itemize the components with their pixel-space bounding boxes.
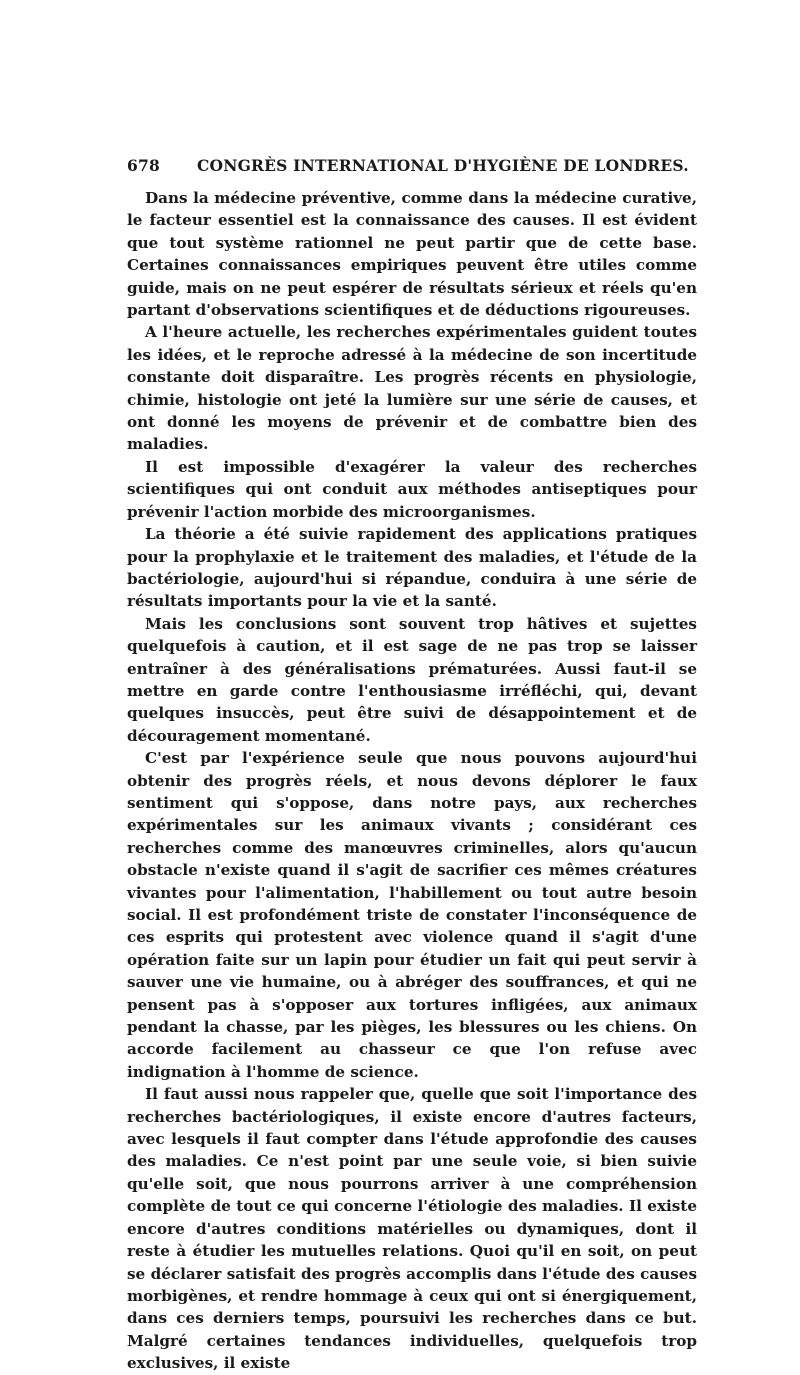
paragraph-6: C'est par l'expérience seule que nous pouvons aujourd'hui obtenir des progrès réels, et nous devons déplorer le faux sentiment qui s'oppose, dans notre pays, aux recherches expérimentales sur les animaux vivants ; considérant ces recherches comme des manœuvres criminelles, alors qu'aucun obstacle n'existe quand il s'agit de sacrifier ces mêmes créatures vivantes pour l'alimentation, l'habillement ou tout autre besoin social. Il est profondément triste de constater l'inconséquence de ces esprits qui protestent avec violence quand il s'agit d'une opération faite sur un lapin pour étudier un fait qui peut servir à sauver une vie humaine, ou à abréger des souffrances, et qui ne pensent pas à s'opposer aux tortures infligées, aux animaux pendant la chasse, par les pièges, les blessures ou les chiens. On accorde facilement au chasseur ce que l'on refuse avec indignation à l'homme de science. [127,749,697,1081]
running-title: CONGRÈS INTERNATIONAL D'HYGIÈNE DE LONDRES. [197,156,689,175]
paragraph-4: La théorie a été suivie rapidement des applications pratiques pour la prophylaxie et le traitement des maladies, et l'étude de la bactériologie, aujourd'hui si répandue, conduira à une série de résultats importants pour la vie et la santé. [127,525,697,611]
paragraph-5: Mais les conclusions sont souvent trop hâtives et sujettes quelquefois à caution, et il est sage de ne pas trop se laisser entraîner à des généralisations prématurées. Aussi faut-il se mettre en garde contre l'enthousiasme irréfléchi, qui, devant quelques insuccès, peut être suivi de désappointement et de découragement momentané. [127,614,697,745]
paragraph-1: Dans la médecine préventive, comme dans la médecine curative, le facteur essentiel est la connaissance des causes. Il est évident que tout système rationnel ne peut partir que de cette base. Certaines connaissances empiriques peuvent être utiles comme guide, mais on ne peut espérer de résultats sérieux et réels qu'en partant d'observations scientifiques et de déductions rigoureuses. [127,189,697,320]
document-page [127,156,697,1375]
running-head [127,156,697,175]
body-text [127,187,697,1375]
paragraph-2: A l'heure actuelle, les recherches expérimentales guident toutes les idées, et le reproche adressé à la médecine de son incertitude constante doit disparaître. Les progrès récents en physiologie, chimie, histologie ont jeté la lumière sur une série de causes, et ont donné les moyens de prévenir et de combattre bien des maladies. [127,323,697,454]
paragraph-7: Il faut aussi nous rappeler que, quelle que soit l'importance des recherches bactériologiques, il existe encore d'autres facteurs, avec lesquels il faut compter dans l'étude approfondie des causes des maladies. Ce n'est point par une seule voie, si bien suivie qu'elle soit, que nous pourrons arriver à une compréhension complète de tout ce qui concerne l'étiologie des maladies. Il existe encore d'autres conditions matérielles ou dynamiques, dont il reste à étudier les mutuelles relations. Quoi qu'il en soit, on peut se déclarer satisfait des progrès accomplis dans l'étude des causes morbigènes, et rendre hommage à ceux qui ont si énergiquement, dans ces derniers temps, poursuivi les recherches dans ce but. Malgré certaines tendances individuelles, quelquefois trop exclusives, il existe [127,1085,697,1373]
paragraph-3: Il est impossible d'exagérer la valeur des recherches scientifiques qui ont conduit aux méthodes antiseptiques pour prévenir l'action morbide des microorganismes. [127,457,697,521]
page-number: 678 [127,156,160,175]
